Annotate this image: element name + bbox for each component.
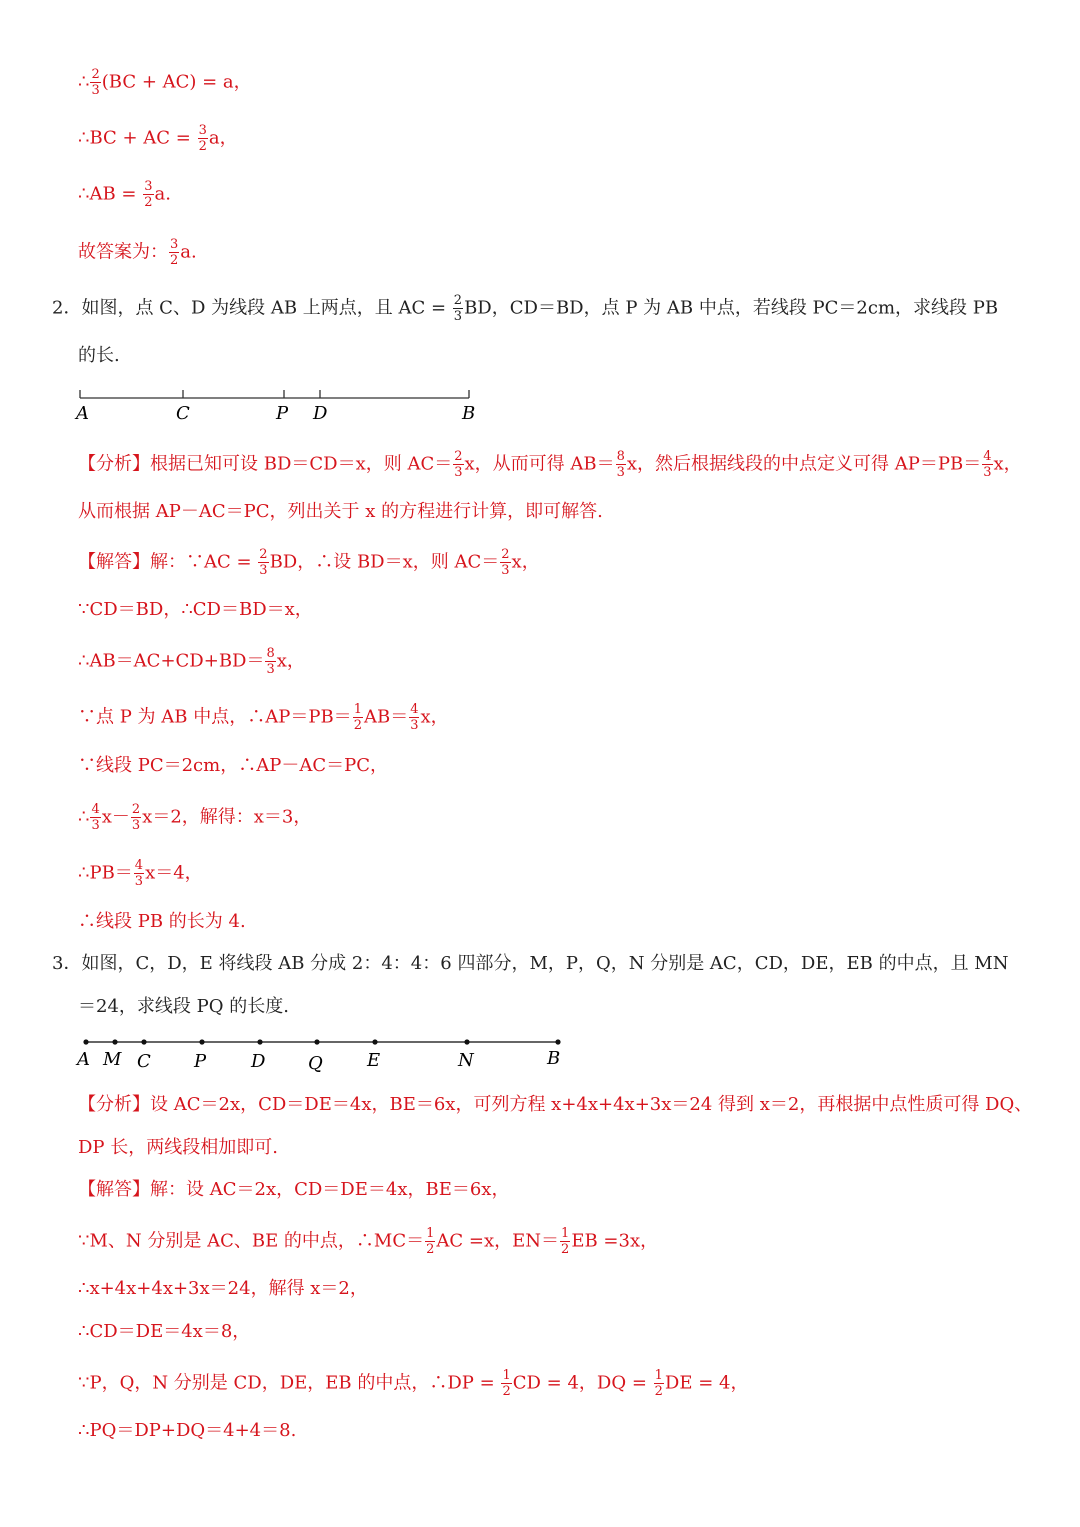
problem-3-analysis-cont: DP 长，两线段相加即可. bbox=[78, 1137, 278, 1158]
point-d bbox=[257, 1039, 262, 1044]
point-label-q: Q bbox=[308, 1053, 323, 1074]
point-n bbox=[464, 1039, 469, 1044]
solution-line: ∵CD＝BD，∴CD＝BD＝x， bbox=[78, 599, 313, 620]
answer-line: 故答案为： $\frac{3}{2}$ a. bbox=[78, 237, 197, 268]
problem-2-solution: 【解答】解：∵AC = $\frac{2}{3}$ BD，∴设 BD＝x，则 AC＝ $\frac{2}{3}$ x， bbox=[78, 547, 540, 578]
point-label-m: M bbox=[103, 1049, 122, 1070]
problem-2-analysis: 【分析】根据已知可设 BD＝CD＝x，则 AC＝ $\frac{2}{3}$ x，从而可得 AB＝ $\frac{8}{3}$ x，然后根据线段的中点定义可得 AP＝PB＝ $\frac{4}{3}$ x， bbox=[78, 449, 1022, 480]
solution-line: ∵点 P 为 AB 中点，∴AP＝PB＝ $\frac{1}{2}$ AB＝ $\frac{4}{3}$ x， bbox=[78, 702, 449, 733]
solution-line: ∴PB＝ $\frac{4}{3}$ x＝4， bbox=[78, 858, 203, 889]
point-label-p: P bbox=[194, 1051, 207, 1072]
point-label-c: C bbox=[176, 403, 190, 424]
problem-2-statement-cont: 的长. bbox=[78, 345, 120, 366]
solution-line: ∴BC + AC = $\frac{3}{2}$ a， bbox=[78, 123, 238, 154]
point-label-d: D bbox=[251, 1051, 266, 1072]
problem-3-statement-cont: ＝24，求线段 PQ 的长度. bbox=[78, 996, 289, 1017]
point-label-p: P bbox=[276, 403, 289, 424]
point-label-c: C bbox=[137, 1051, 151, 1072]
point-q bbox=[314, 1039, 319, 1044]
segment-diagram-1 bbox=[70, 384, 490, 428]
point-c bbox=[141, 1039, 146, 1044]
point-label-d: D bbox=[313, 403, 328, 424]
point-label-a: A bbox=[76, 403, 89, 424]
solution-line: ∴ $\frac{4}{3}$ x－ $\frac{2}{3}$ x＝2，解得：x＝3， bbox=[78, 802, 312, 833]
problem-2-statement: 2．如图，点 C、D 为线段 AB 上两点，且 AC = $\frac{2}{3}$ BD，CD＝BD，点 P 为 AB 中点，若线段 PC＝2cm，求线段 PB bbox=[52, 293, 999, 324]
point-b bbox=[555, 1039, 560, 1044]
point-label-b: B bbox=[547, 1048, 561, 1069]
segment-diagram-2 bbox=[70, 1030, 570, 1078]
point-label-n: N bbox=[458, 1050, 474, 1071]
problem-2-analysis-cont: 从而根据 AP－AC＝PC，列出关于 x 的方程进行计算，即可解答. bbox=[78, 501, 603, 522]
problem-3-statement: 3．如图，C，D，E 将线段 AB 分成 2：4：4：6 四部分，M，P，Q，N 分别是 AC，CD，DE，EB 的中点，且 MN bbox=[52, 953, 1009, 974]
point-a bbox=[83, 1039, 88, 1044]
solution-line: ∴AB＝AC+CD+BD＝ $\frac{8}{3}$ x， bbox=[78, 646, 305, 677]
problem-3-solution: 【解答】解：设 AC＝2x，CD＝DE＝4x，BE＝6x， bbox=[78, 1179, 510, 1200]
solution-conclusion: ∴PQ＝DP+DQ＝4+4＝8. bbox=[78, 1420, 297, 1441]
problem-3-analysis: 【分析】设 AC＝2x，CD＝DE＝4x，BE＝6x，可列方程 x+4x+4x+3x＝24 得到 x＝2，再根据中点性质可得 DQ、 bbox=[78, 1094, 1033, 1115]
solution-line: ∴ $\frac{2}{3}$ (BC + AC) = a， bbox=[78, 67, 252, 98]
point-p bbox=[199, 1039, 204, 1044]
point-m bbox=[112, 1039, 117, 1044]
point-label-a: A bbox=[77, 1049, 90, 1070]
solution-line: ∵线段 PC＝2cm，∴AP－AC＝PC， bbox=[78, 755, 388, 776]
solution-line: ∵M、N 分别是 AC、BE 的中点，∴MC＝ $\frac{1}{2}$ AC =x，EN＝ $\frac{1}{2}$ EB =3x， bbox=[78, 1226, 659, 1257]
solution-conclusion: ∴线段 PB 的长为 4. bbox=[78, 911, 246, 932]
point-label-e: E bbox=[367, 1050, 381, 1071]
solution-line: ∴CD＝DE＝4x＝8， bbox=[78, 1321, 251, 1342]
solution-line: ∴AB = $\frac{3}{2}$ a. bbox=[78, 179, 171, 210]
solution-line: ∴x+4x+4x+3x＝24，解得 x＝2， bbox=[78, 1278, 368, 1299]
point-e bbox=[372, 1039, 377, 1044]
point-label-b: B bbox=[462, 403, 476, 424]
solution-line: ∵P，Q，N 分别是 CD，DE，EB 的中点，∴DP = $\frac{1}{2}$ CD = 4，DQ = $\frac{1}{2}$ DE = 4， bbox=[78, 1368, 749, 1399]
